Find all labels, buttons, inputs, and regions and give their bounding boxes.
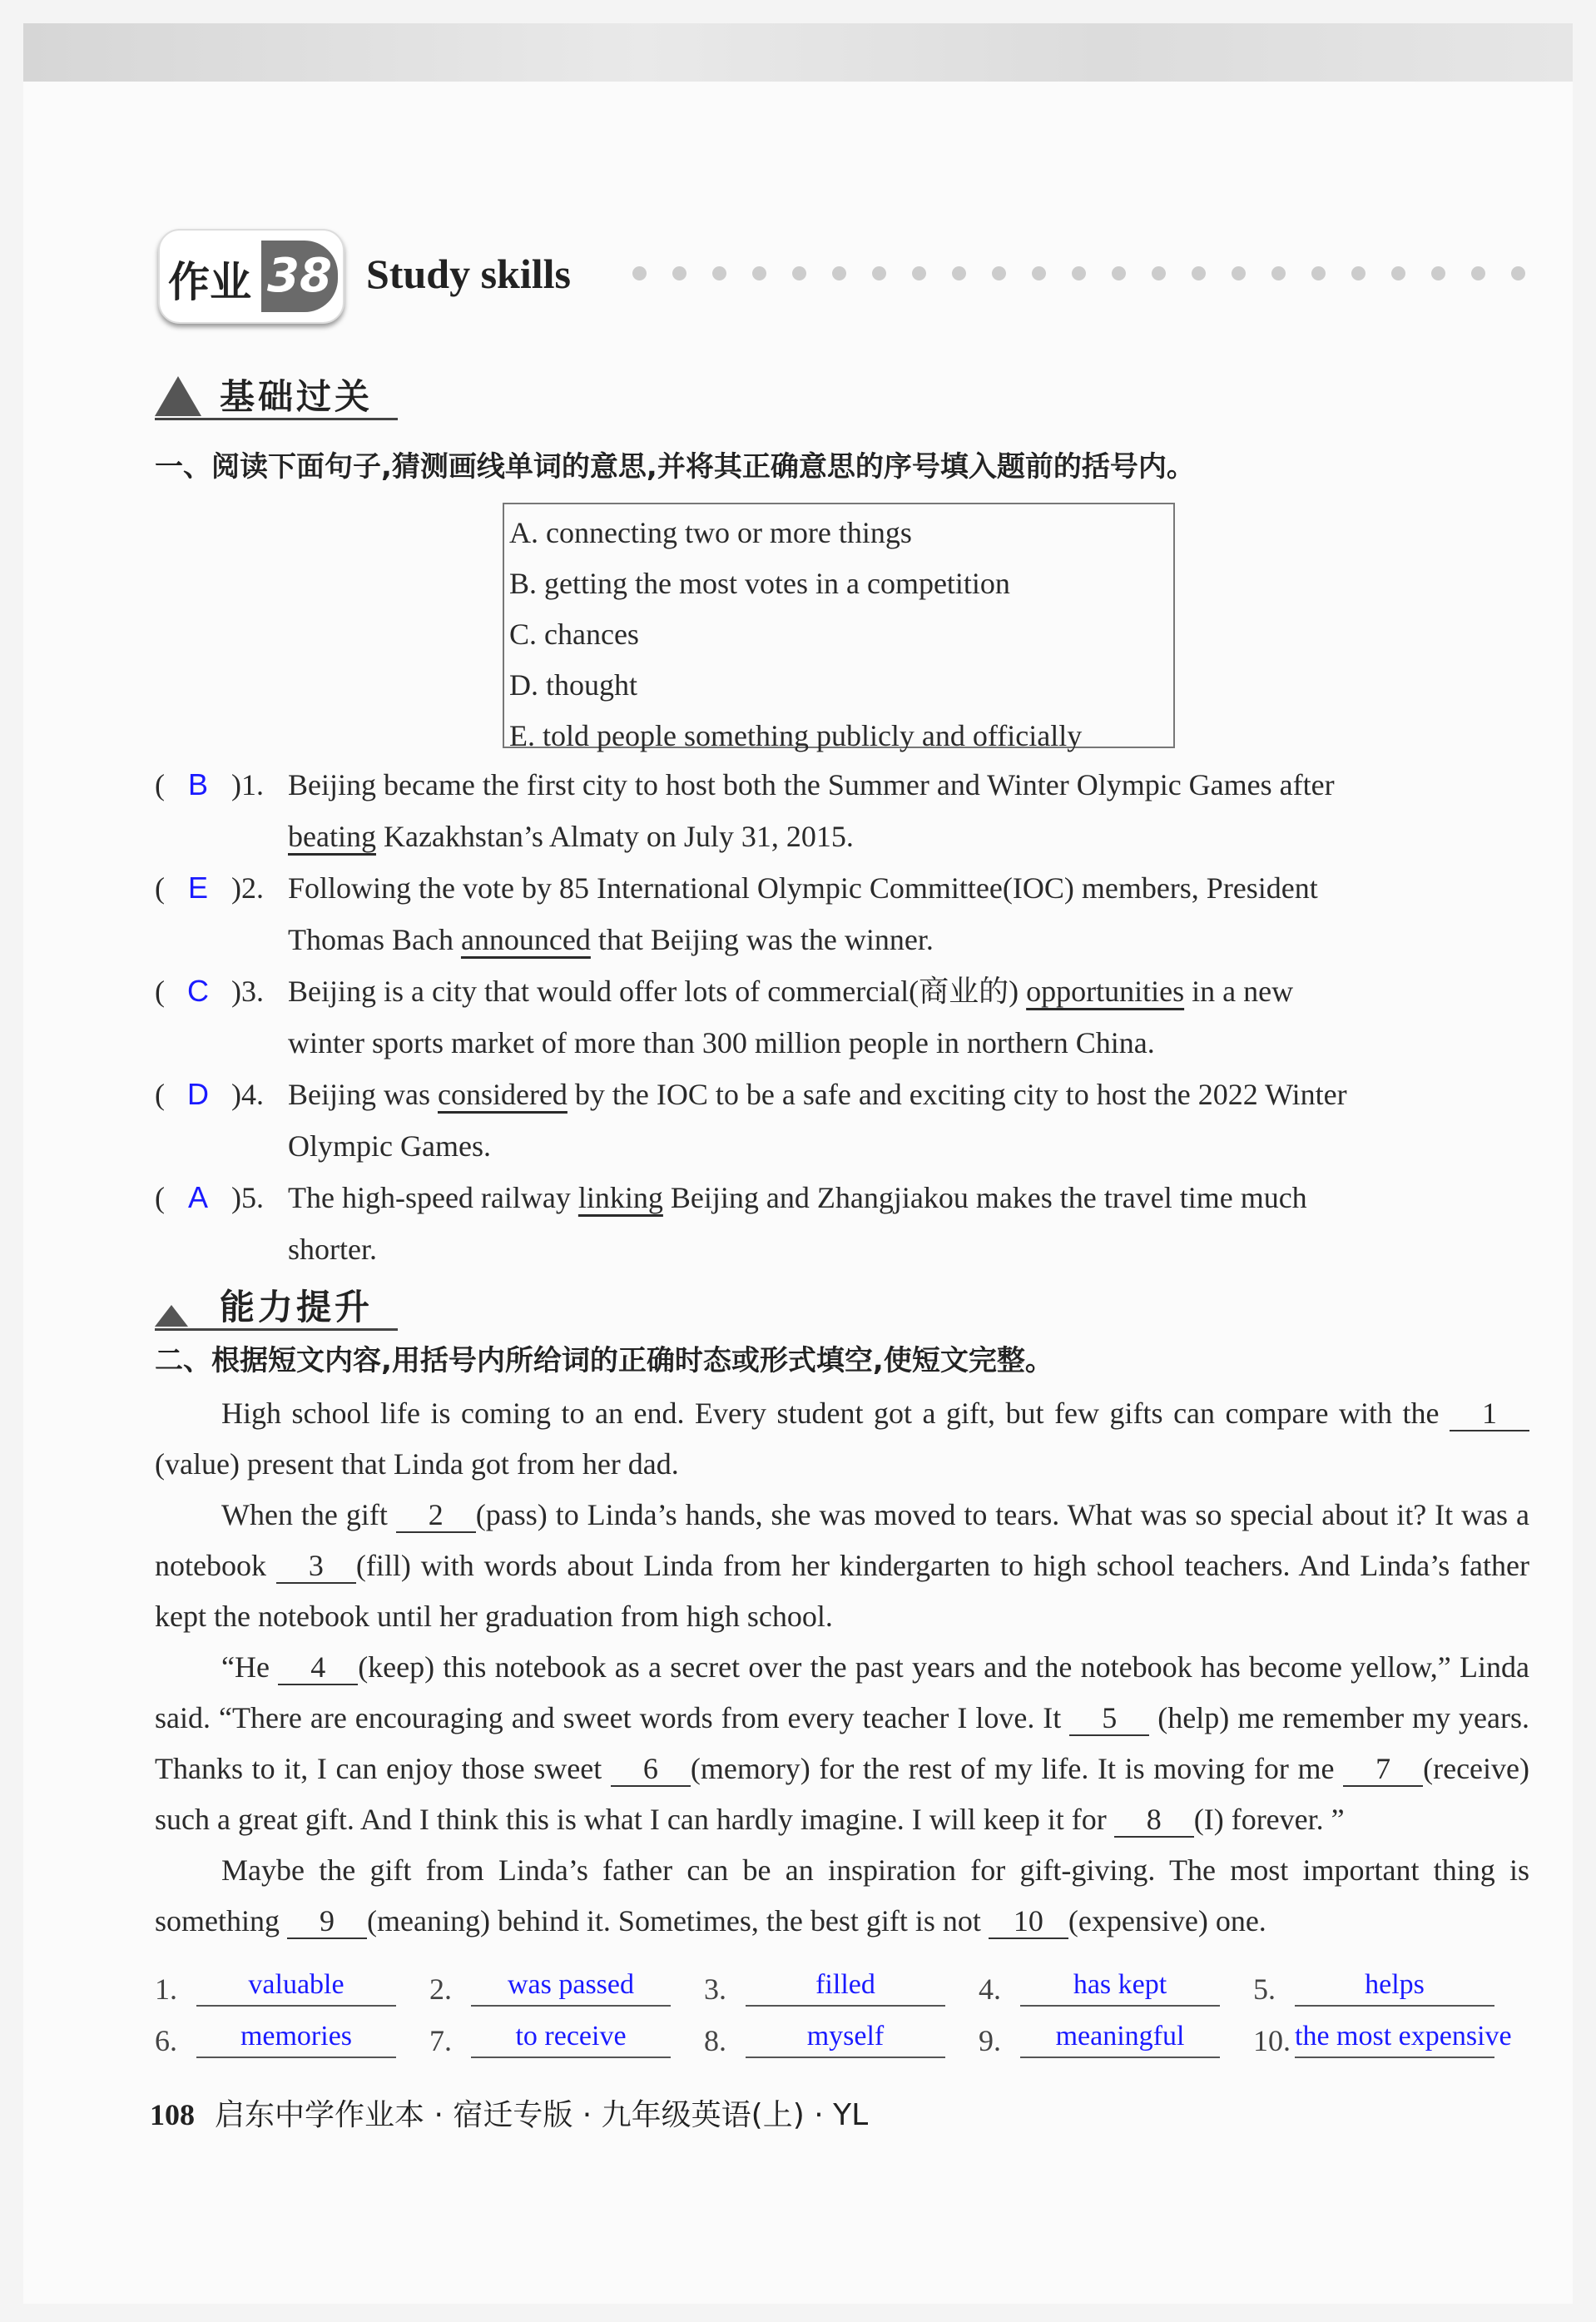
option: D. thought	[509, 668, 638, 702]
underlined-word: announced	[460, 923, 591, 956]
dot	[912, 266, 926, 280]
answer-text: meaningful	[1020, 2017, 1220, 2058]
passage-text: Maybe the gift from Linda’s father can be an inspiration for gift-giving. The most important thing is something	[155, 1853, 1529, 1937]
question-text: Olympic Games.	[288, 1129, 491, 1163]
question-number: 2.	[241, 871, 264, 905]
underlined-word: opportunities	[1026, 975, 1185, 1008]
question-text: in a new	[1184, 975, 1294, 1008]
question-text: by the IOC to be a safe and exciting city to host the 2022 Winter	[567, 1078, 1347, 1111]
question-line	[155, 914, 1529, 965]
question-item	[155, 1069, 1529, 1172]
question-text: that Beijing was the winner.	[590, 923, 934, 956]
answer-bracket: ( D )4.	[155, 1069, 288, 1120]
section2-instruction: 二、根据短文内容,用括号内所给词的正确时态或形式填空,使短文完整。	[155, 1344, 1053, 1377]
passage-text: “He	[221, 1650, 279, 1684]
dot	[1032, 266, 1046, 280]
dot	[1112, 266, 1126, 280]
question-number: 3.	[241, 975, 264, 1008]
answer-text: filled	[746, 1965, 945, 2007]
answer-number: 7.	[429, 2024, 452, 2057]
question-line	[155, 1223, 1529, 1275]
answer-bracket: ( E )2.	[155, 862, 288, 914]
answer-item	[1253, 2007, 1528, 2058]
question-number: 5.	[241, 1181, 264, 1214]
page-footer	[150, 2091, 1529, 2134]
triangle-icon	[155, 376, 201, 416]
question-line	[155, 811, 1529, 862]
option: C. chances	[509, 618, 639, 651]
dot	[1072, 266, 1086, 280]
passage-paragraph	[155, 1642, 1529, 1845]
question-text: Beijing became the first city to host both the Summer and Winter Olympic Games after	[288, 768, 1335, 801]
passage-text: High school life is coming to an end. Every student got a gift, but few gifts can compare with the	[221, 1397, 1450, 1430]
answer-row	[155, 1955, 1529, 2007]
answer-number: 2.	[429, 1972, 452, 2006]
question-text: Thomas Bach	[288, 923, 461, 956]
blank-9: 9	[287, 1904, 367, 1939]
blank-6: 6	[611, 1752, 691, 1787]
badge-number: 38	[261, 241, 338, 312]
passage-paragraph	[155, 1845, 1529, 1947]
book-title: 启东中学作业本 · 宿迁专版 · 九年级英语(上) · YL	[215, 2098, 869, 2132]
question-line	[155, 1069, 1529, 1120]
question-line	[155, 1172, 1529, 1223]
answer-bracket: ( B )1.	[155, 759, 288, 811]
dot	[632, 266, 647, 280]
passage-text: (pass) to Linda’s hands, she was moved to tears. What was so special about it? It was a notebook	[155, 1498, 1529, 1582]
answer-text: has kept	[1020, 1965, 1220, 2007]
section-heading-advanced	[155, 1280, 1529, 1333]
section1-instruction: 一、阅读下面句子,猜测画线单词的意思,并将其正确意思的序号填入题前的括号内。	[155, 450, 1195, 484]
answer-bracket: ( C )3.	[155, 965, 288, 1017]
answer-letter: A	[187, 1180, 208, 1214]
answer-letter: E	[187, 871, 208, 905]
passage-text: (keep) this notebook as a secret over the past years and the notebook has become yellow,” Linda said. “There are encouraging and sweet words from every teacher I love. It	[155, 1650, 1529, 1734]
dot	[752, 266, 766, 280]
assignment-badge	[158, 229, 344, 324]
passage-text: (fill) with words about Linda from her kindergarten to high school teachers. And Linda’s father kept the notebook until her graduation from high school.	[155, 1549, 1530, 1633]
passage-text: (memory) for the rest of my life. It is moving for me	[690, 1752, 1344, 1785]
blank-2: 2	[396, 1498, 476, 1533]
blank-10: 10	[989, 1904, 1068, 1939]
options-box	[503, 503, 1175, 752]
answer-row	[155, 2007, 1529, 2058]
answer-letter: B	[187, 767, 208, 801]
passage-paragraph	[155, 1490, 1529, 1642]
section1-header	[155, 370, 1529, 488]
answer-item	[979, 2007, 1253, 2058]
answer-item	[429, 1955, 704, 2007]
question-text: Beijing is a city that would offer lots of commercial(商业的)	[288, 975, 1027, 1008]
passage-text: (expensive) one.	[1068, 1904, 1266, 1937]
dot	[1271, 266, 1286, 280]
divider	[155, 418, 398, 420]
option: B. getting the most votes in a competition	[509, 567, 1010, 600]
answer-item	[704, 1955, 979, 2007]
blank-8: 8	[1114, 1803, 1194, 1838]
answer-text: helps	[1295, 1965, 1494, 2007]
cloze-passage	[155, 1388, 1529, 1947]
answer-text: memories	[196, 2017, 396, 2058]
blank-1: 1	[1450, 1397, 1529, 1431]
answer-text: myself	[746, 2017, 945, 2058]
question-text: Kazakhstan’s Almaty on July 31, 2015.	[375, 820, 854, 853]
question-number: 4.	[241, 1078, 264, 1111]
option: E. told people something publicly and officially	[509, 719, 1083, 752]
page-number: 108	[150, 2098, 195, 2131]
passage-text: When the gift	[221, 1498, 396, 1531]
question-text: shorter.	[288, 1233, 377, 1266]
answer-text: was passed	[471, 1965, 671, 2007]
lower-content	[150, 759, 1530, 2134]
dot	[712, 266, 726, 280]
dot	[1351, 266, 1366, 280]
question-line	[155, 759, 1529, 811]
question-line	[155, 1120, 1529, 1172]
answer-number: 6.	[155, 2024, 177, 2057]
blank-4: 4	[278, 1650, 358, 1685]
section-heading-basic	[155, 370, 1529, 423]
answer-number: 4.	[979, 1972, 1001, 2006]
dot	[1192, 266, 1206, 280]
question-line	[155, 862, 1529, 914]
answer-text: valuable	[196, 1965, 396, 2007]
question-number: 1.	[241, 768, 264, 801]
answer-item	[704, 2007, 979, 2058]
dot	[672, 266, 686, 280]
question-item	[155, 862, 1529, 965]
dot	[992, 266, 1006, 280]
answer-number: 5.	[1253, 1972, 1276, 2006]
answer-letter: C	[187, 974, 209, 1008]
answer-number: 10.	[1253, 2024, 1291, 2057]
dot	[1471, 266, 1485, 280]
dot	[832, 266, 846, 280]
question-item	[155, 965, 1529, 1069]
dot	[792, 266, 806, 280]
blank-7: 7	[1343, 1752, 1423, 1787]
answer-number: 8.	[704, 2024, 726, 2057]
underlined-word: linking	[577, 1181, 663, 1214]
question-text: Beijing was	[288, 1078, 438, 1111]
passage-text: (value) present that Linda got from her dad.	[155, 1447, 679, 1481]
passage-text: (help) me remember my years. Thanks to it, I can enjoy those sweet	[155, 1701, 1530, 1785]
answer-text: the most expensive	[1295, 2017, 1494, 2058]
decorative-dots	[632, 266, 1525, 280]
underlined-word: beating	[288, 820, 376, 853]
passage-text: (receive) such a great gift. And I think this is what I can hardly imagine. I will keep it for	[155, 1752, 1529, 1836]
answer-item	[979, 1955, 1253, 2007]
answer-letter: D	[187, 1077, 209, 1111]
answer-number: 9.	[979, 2024, 1001, 2057]
answer-item	[155, 2007, 429, 2058]
question-list	[155, 759, 1529, 1275]
divider	[155, 1328, 398, 1331]
dot	[1232, 266, 1246, 280]
dot	[952, 266, 966, 280]
top-scan-strip	[23, 23, 1573, 82]
answer-bracket: ( A )5.	[155, 1172, 288, 1223]
question-text: winter sports market of more than 300 million people in northern China.	[288, 1026, 1155, 1059]
answer-number: 3.	[704, 1972, 726, 2006]
section-label: 能力提升	[220, 1287, 374, 1327]
dot	[1391, 266, 1405, 280]
question-line	[155, 1017, 1529, 1069]
answer-grid	[155, 1955, 1529, 2058]
dot	[1311, 266, 1326, 280]
passage-text: (I) forever. ”	[1193, 1803, 1345, 1836]
question-text: Beijing and Zhangjiakou makes the travel time much	[662, 1181, 1307, 1214]
dot	[1152, 266, 1166, 280]
unit-title: Study skills	[366, 251, 571, 297]
star-icon	[155, 1305, 188, 1327]
dot	[1511, 266, 1525, 280]
badge-label: 作业	[168, 258, 251, 306]
passage-paragraph	[155, 1388, 1529, 1490]
section-label: 基础过关	[220, 376, 374, 417]
question-item	[155, 1172, 1529, 1275]
answer-item	[429, 2007, 704, 2058]
answer-item	[1253, 1955, 1528, 2007]
blank-5: 5	[1069, 1701, 1149, 1736]
answer-number: 1.	[155, 1972, 177, 2006]
question-line	[155, 965, 1529, 1017]
passage-text: (meaning) behind it. Sometimes, the best gift is not	[367, 1904, 989, 1937]
answer-text: to receive	[471, 2017, 671, 2058]
question-item	[155, 759, 1529, 862]
blank-3: 3	[276, 1549, 356, 1584]
question-text: The high-speed railway	[288, 1181, 578, 1214]
question-text: Following the vote by 85 International Olympic Committee(IOC) members, President	[288, 871, 1318, 905]
dot	[1431, 266, 1445, 280]
underlined-word: considered	[437, 1078, 568, 1111]
option: A. connecting two or more things	[509, 516, 912, 549]
dot	[872, 266, 886, 280]
answer-item	[155, 1955, 429, 2007]
